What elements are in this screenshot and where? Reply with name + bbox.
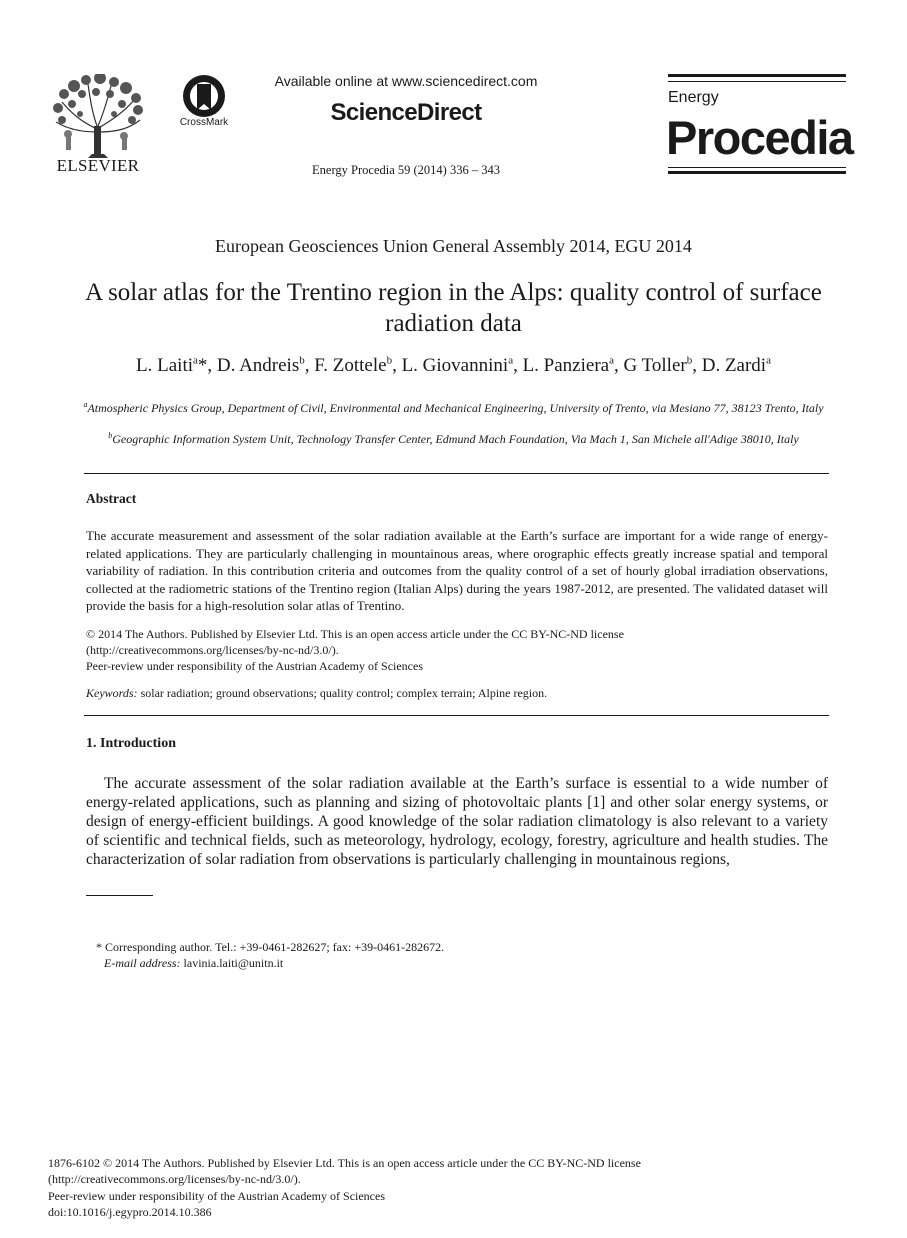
author: G Toller$^b$, (623, 355, 702, 377)
conference-name: European Geosciences Union General Assembly 2014, EGU 2014 (215, 236, 692, 256)
procedia-top-rule (668, 74, 846, 77)
author-list (40, 355, 867, 377)
license-link[interactable]: (http://creativecommons.org/licenses/by-nc-nd/3.0/). (86, 643, 339, 657)
abstract-text: The accurate measurement and assessment of the solar radiation available at the Earth’s surface are important for a wide range of energy-related applications. They are particularly challenging in mountainous areas, where orographic effects greatly increase spatial and temporal variability of radiation. In this contribution criteria and outcomes from the quality control of a set of hourly global irradiation observations, collected at the radiometric stations of the Trentino region (Italian Alps) during the years 1987-2012, are presented. The validated dataset will provide the basis for a high-resolution solar atlas of Trentino. (86, 528, 828, 613)
footer-license-link[interactable]: (http://creativecommons.org/licenses/by-nc-nd/3.0/). (48, 1172, 301, 1186)
introduction-heading: 1. Introduction (86, 736, 176, 751)
journal-citation: Energy Procedia 59 (2014) 336 – 343 (312, 163, 500, 177)
author: D. Andreis$^b$, (216, 355, 315, 377)
journal-name-procedia: Procedia (666, 111, 853, 164)
abstract-heading: Abstract (86, 491, 137, 506)
sciencedirect-wordmark[interactable]: ScienceDirect (330, 99, 482, 126)
affiliation-b: $^b$Geographic Information System Unit, Technology Transfer Center, Edmund Mach Foundation, Via Mach 1, San Michele all'Adige 38010, Italy (108, 431, 799, 446)
divider (84, 715, 829, 716)
footer-peer-review: Peer-review under responsibility of the Austrian Academy of Sciences (48, 1189, 385, 1203)
journal-name-energy: Energy (668, 89, 719, 106)
paper-title: A solar atlas for the Trentino region in the Alps: quality control of surface radiation data (85, 279, 822, 337)
procedia-top-rule-thin (668, 81, 846, 82)
corresponding-author-note: * Corresponding author. Tel.: +39-0461-282627; fax: +39-0461-282672. (96, 940, 445, 954)
author: D. Zardi$^a$ (701, 355, 771, 377)
footnote-rule (86, 895, 153, 896)
author: L. Panziera$^a$, (522, 355, 624, 377)
divider (84, 473, 829, 474)
copyright-line: © 2014 The Authors. Published by Elsevier Ltd. This is an open access article under the CC BY-NC-ND license (86, 627, 624, 641)
crossmark-label: CrossMark (179, 117, 229, 128)
footer-issn-line: 1876-6102 © 2014 The Authors. Published by Elsevier Ltd. This is an open access article under the CC BY-NC-ND license (48, 1156, 641, 1170)
author: L. Laiti$^a$*, (136, 355, 217, 377)
peer-review-line: Peer-review under responsibility of the Austrian Academy of Sciences (86, 659, 423, 673)
email-note: E-mail address: lavinia.laiti@unitn.it (104, 956, 284, 970)
affiliation-a: $^a$Atmospheric Physics Group, Department of Civil, Environmental and Mechanical Engineering, University of Trento, via Mesiano 77, 38123 Trento, Italy (83, 400, 824, 415)
procedia-bottom-rule-thin (668, 167, 846, 168)
available-online-text: Available online at www.sciencedirect.com (274, 73, 538, 89)
procedia-bottom-rule (668, 171, 846, 174)
author: F. Zottele$^b$, (314, 355, 402, 377)
footer-doi[interactable]: doi:10.1016/j.egypro.2014.10.386 (48, 1205, 212, 1219)
elsevier-wordmark: ELSEVIER (56, 156, 140, 175)
author: L. Giovannini$^a$, (401, 355, 523, 377)
introduction-text: The accurate assessment of the solar radiation available at the Earth’s surface is essential to a wide number of energy-related applications, such as planning and sizing of photovoltaic plants [1] and other solar energy systems, or design of energy-efficient buildings. A good knowledge of the solar radiation climatology is also relevant to a variety of scientific and technical fields, such as meteorology, hydrology, ecology, forestry, agriculture and health studies. The characterization of solar radiation from observations is particularly challenging in mountainous regions, (86, 775, 828, 868)
keywords: Keywords: solar radiation; ground observations; quality control; complex terrain; Alpine region. (86, 686, 548, 700)
